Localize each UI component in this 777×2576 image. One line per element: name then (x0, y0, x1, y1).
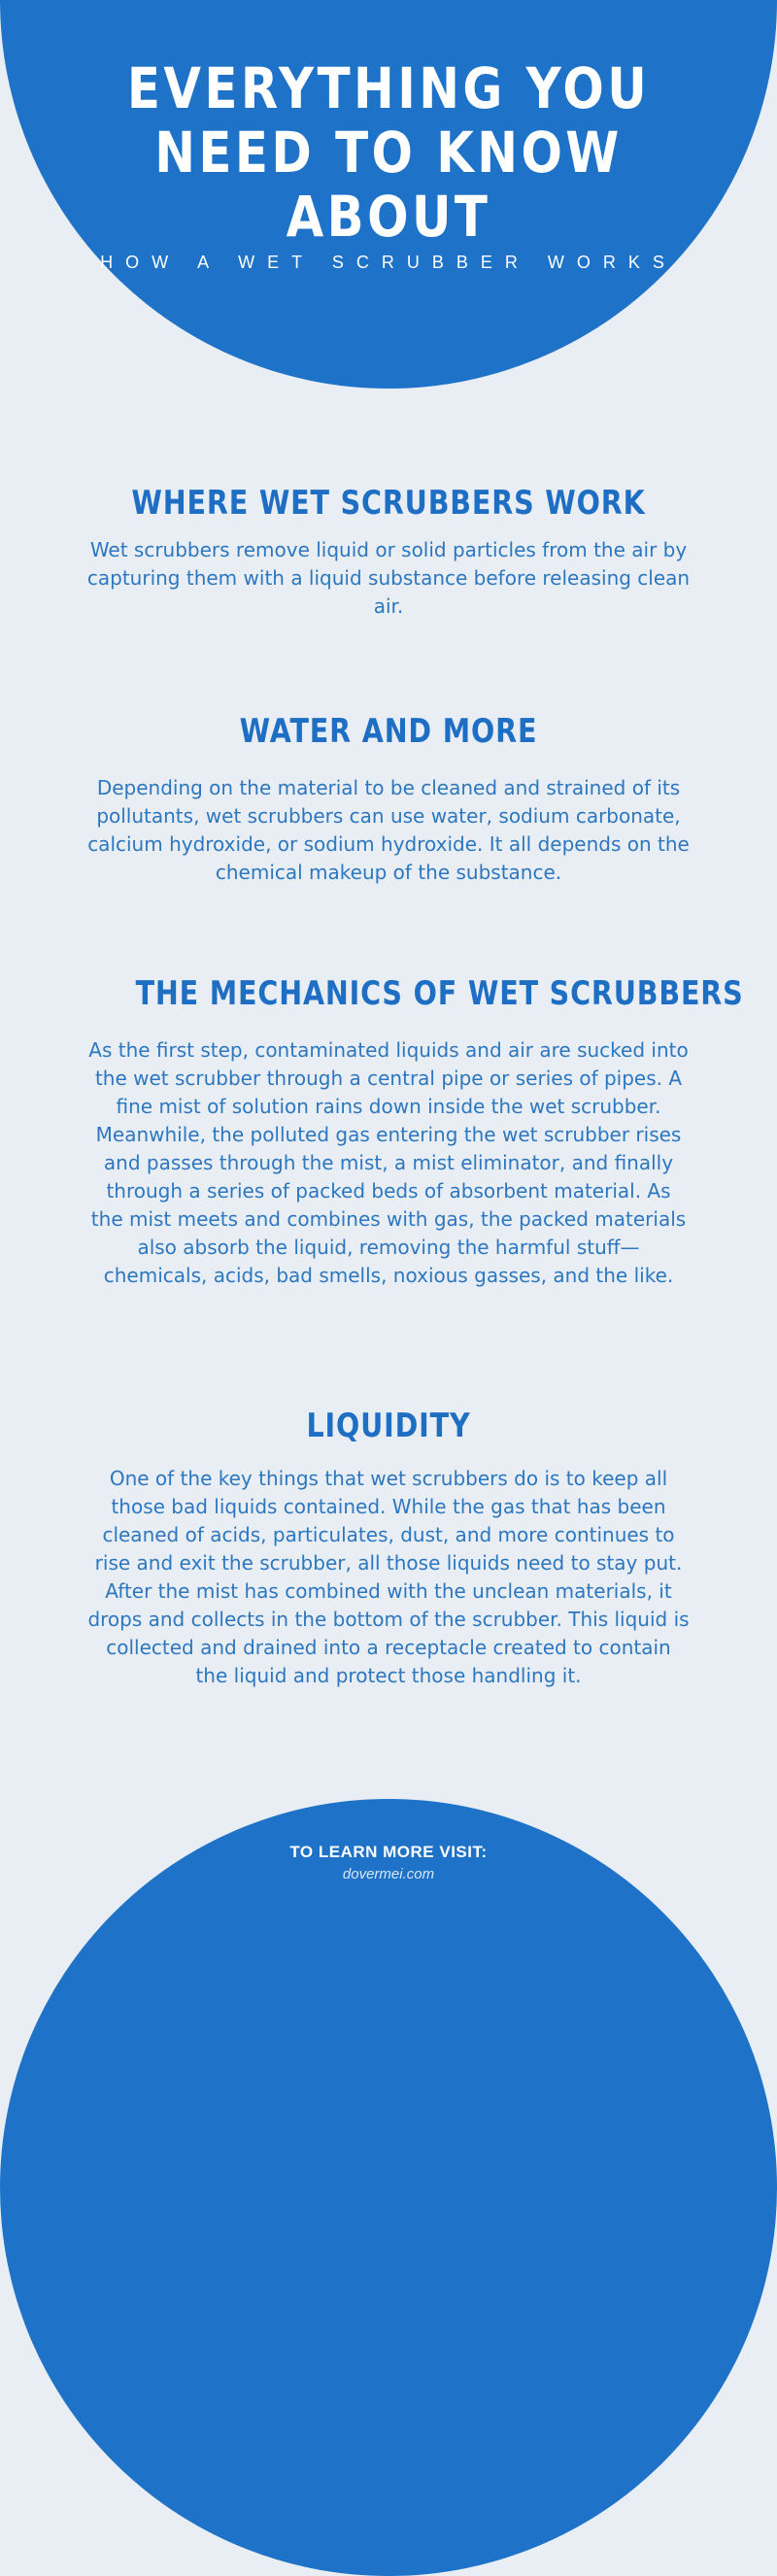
section-mechanics-of-wet-scrubbers (87, 974, 744, 1290)
page-title-line-1: EVERYTHING YOU (126, 55, 651, 121)
section-liquidity (87, 1407, 690, 1690)
section-heading: LIQUIDITY (306, 1407, 471, 1445)
section-heading: WHERE WET SCRUBBERS WORK (131, 484, 646, 523)
footer-label: TO LEARN MORE VISIT: (289, 1843, 488, 1861)
section-water-and-more (78, 712, 699, 887)
section-body: Wet scrubbers remove liquid or solid particles from the air by capturing them with a liquid substance before releasing clean air. (86, 538, 691, 618)
page-title-line-2: NEED TO KNOW ABOUT (154, 119, 623, 250)
section-heading: THE MECHANICS OF WET SCRUBBERS (135, 974, 744, 1013)
section-body: One of the key things that wet scrubbers do is to keep all those bad liquids contained. While the gas that has been cleaned of acids, particulates, dust, and more continues to rise and exit the scrubber, all those liquids need to stay put. After the mist has combined with the unclean materials, it drops and collects in the bottom of the scrubber. This liquid is collected and drained into a receptacle created to contain the liquid and protect those handling it. (87, 1467, 690, 1687)
page-subtitle: HOW A WET SCRUBBER WORKS (100, 253, 677, 272)
footer-circle-background (0, 1799, 777, 2576)
section-where-wet-scrubbers-work (78, 484, 699, 621)
footer (0, 1843, 777, 1882)
footer-website-link[interactable]: dovermei.com (342, 1866, 435, 1882)
section-body: As the first step, contaminated liquids and air are sucked into the wet scrubber through a central pipe or series of pipes. A fine mist of solution rains down inside the wet scrubber. Meanwhile, the polluted gas entering the wet scrubber rises and passes through the mist, a mist eliminator, and finally through a series of packed beds of absorbent material. As the mist meets and combines with gas, the packed materials also absorb the liquid, removing the harmful stuff—chemicals, acids, bad smells, noxious gasses, and the like. (88, 1038, 689, 1287)
section-body: Depending on the material to be cleaned and strained of its pollutants, wet scrubbers can use water, sodium carbonate, calcium hydroxide, or sodium hydroxide. It all depends on the chemical makeup of the substance. (87, 776, 690, 884)
section-heading: WATER AND MORE (239, 712, 538, 751)
header (0, 56, 777, 273)
page-title (54, 56, 723, 249)
